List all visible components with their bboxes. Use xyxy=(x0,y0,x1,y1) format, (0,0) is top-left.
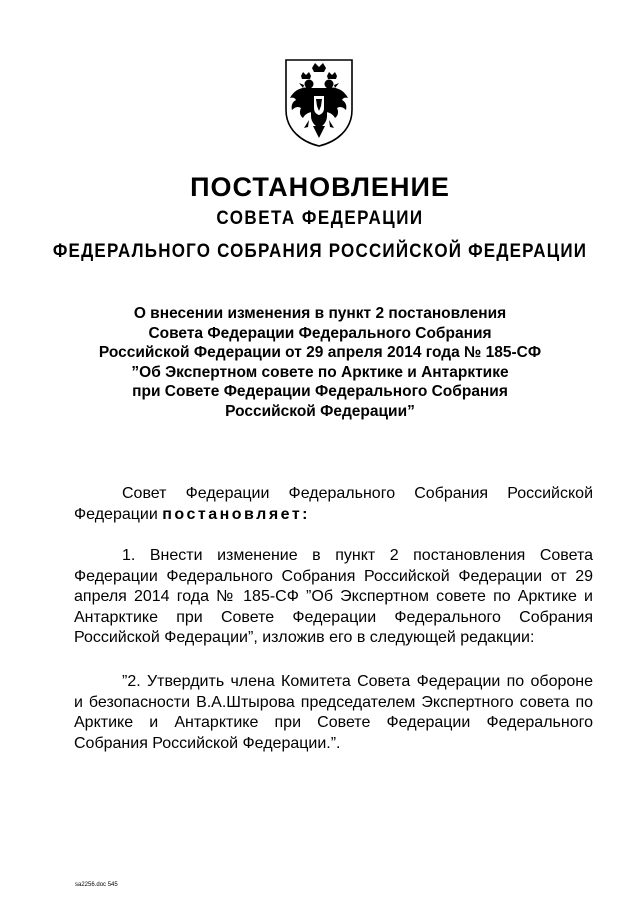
document-title: ПОСТАНОВЛЕНИЕ xyxy=(190,172,450,202)
coat-of-arms-icon xyxy=(282,58,356,148)
document-subject xyxy=(60,304,580,422)
subject-line: О внесении изменения в пункт 2 постановления xyxy=(133,305,507,322)
subject-line: ”Об Экспертном совете по Арктике и Антарктике xyxy=(131,363,509,381)
document-code: sa2256.doc 545 xyxy=(75,882,118,888)
intro-text: Совет Федерации Федерального Собрания Российской Федерации xyxy=(74,485,593,523)
intro-verb: постановляет: xyxy=(162,505,311,523)
subject-line: Российской Федерации от 29 апреля 2014 года № 185-СФ xyxy=(98,344,542,362)
issuer-line-1: СОВЕТА ФЕДЕРАЦИИ xyxy=(216,206,424,229)
subject-line: Российской Федерации” xyxy=(225,402,415,420)
intro-paragraph xyxy=(74,484,593,525)
clause-1-paragraph: 1. Внести изменение в пункт 2 постановления Совета Федерации Федерального Собрания Российской Федерации от 29 апреля 2014 года № 185-СФ ”Об Экспертном совете по Арктике и Антарктике при Совете Федерации Федерального Собрания Российской Федерации”, изложив его в следующей редакции: xyxy=(74,547,593,646)
subject-line: Совета Федерации Федерального Собрания xyxy=(148,324,492,342)
issuer-line-2: ФЕДЕРАЛЬНОГО СОБРАНИЯ РОССИЙСКОЙ ФЕДЕРАЦИИ xyxy=(52,239,588,262)
subject-line: при Совете Федерации Федерального Собрания xyxy=(132,383,508,401)
clause-2-paragraph: ”2. Утвердить члена Комитета Совета Федерации по обороне и безопасности В.А.Штырова председателем Экспертного совета по Арктике и Антарктике при Совете Федерации Федерального Собрания Российской Федерации.”. xyxy=(74,673,593,752)
